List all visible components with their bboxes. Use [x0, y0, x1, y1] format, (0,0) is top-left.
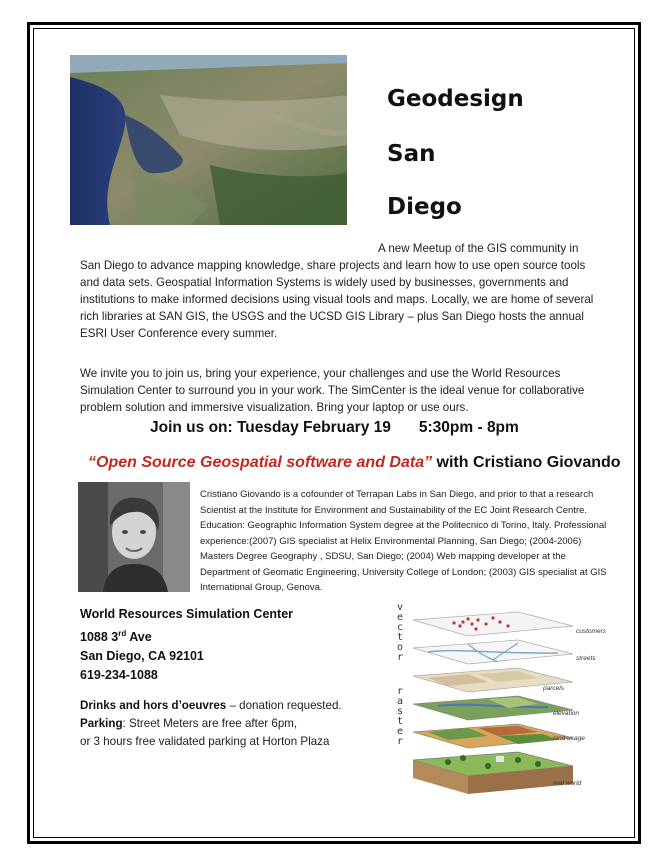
join-date: Join us on: Tuesday February 19	[150, 419, 391, 436]
intro-rest: San Diego to advance mapping knowledge, share projects and learn how to use open source tools and data sets. Geospatial Information Systems is widely used by businesses, governments and institutions to make informed decisions using visual tools and maps. Locally, we are home of several rich libraries at SAN GIS, the USGS and the UCSD GIS Library – plus San Diego hosts the annual ESRI User Conference every summer.	[80, 259, 594, 340]
speaker-bio: Cristiano Giovando is a cofounder of Terrapan Labs in San Diego, and prior to that a research Scientist at the Institute for Environment and Sustainability of the EC Joint Research Centre. Education: Geographic Information System degree at the Politecnico di Torino, Italy. Professional experience:(2007) GIS specialist at Helix Environmental Planning, San Diego; (2004-2006) Masters Degree Geography , SDSU, San Diego; (2004) Web mapping developer at the Department of Geomatic Engineering, University College of London; (2003) GIS specialist at GIS International Group, Genova.	[200, 489, 607, 593]
parking-line: Parking: Street Meters are free after 6pm,	[80, 717, 298, 730]
raster-letter: t	[396, 716, 404, 727]
venue-name: World Resources Simulation Center	[80, 607, 294, 621]
talk-title: “Open Source Geospatial software and Data”	[88, 454, 433, 471]
vector-letter: e	[396, 612, 404, 623]
venue-city: San Diego, CA 92101	[80, 649, 204, 664]
talk-speaker: with Cristiano Giovando	[432, 454, 621, 471]
venue-block	[80, 605, 293, 685]
label-streets: streets	[576, 655, 596, 662]
label-land-usage: land usage	[553, 735, 585, 742]
vector-letter: r	[396, 652, 404, 663]
title-line-1: Geodesign	[387, 86, 524, 112]
raster-letter: e	[396, 726, 404, 737]
invite-paragraph: We invite you to join us, bring your experience, your challenges and use the World Resources Simulation Center to surround you in your work. The SimCenter is the ideal venue for collaborative problem solution and immersive visualization. Bring your laptop or use ours.	[80, 367, 585, 414]
label-elevation: elevation	[553, 710, 580, 717]
raster-letter: r	[396, 686, 404, 697]
aerial-photo-san-diego	[70, 55, 347, 225]
gis-layers-diagram	[368, 598, 618, 798]
label-real-world: real world	[553, 780, 582, 787]
title-line-3: Diego	[387, 194, 462, 220]
logistics-block	[80, 697, 380, 751]
join-time: 5:30pm - 8pm	[418, 419, 519, 436]
vector-letter: t	[396, 632, 404, 643]
raster-letter: a	[396, 696, 404, 707]
intro-first-line: A new Meetup of the GIS community in	[378, 242, 579, 255]
drinks-line: Drinks and hors d’oeuvres – donation requested.	[80, 699, 342, 712]
title-line-2: San	[387, 141, 436, 167]
raster-letter: r	[396, 736, 404, 747]
label-parcels: parcels	[543, 685, 564, 692]
talk-heading	[88, 454, 621, 472]
speaker-photo	[78, 482, 190, 592]
raster-letter: s	[396, 706, 404, 717]
venue-street: 1088 3rd Ave	[80, 629, 152, 645]
vector-letter: c	[396, 622, 404, 633]
intro-paragraph	[80, 240, 600, 342]
join-line	[150, 419, 519, 437]
parking-line-2: or 3 hours free validated parking at Horton Plaza	[80, 735, 330, 748]
venue-phone: 619-234-1088	[80, 668, 158, 683]
vector-letter: o	[396, 642, 404, 653]
vector-letter: v	[396, 602, 404, 613]
label-customers: customers	[576, 628, 606, 635]
